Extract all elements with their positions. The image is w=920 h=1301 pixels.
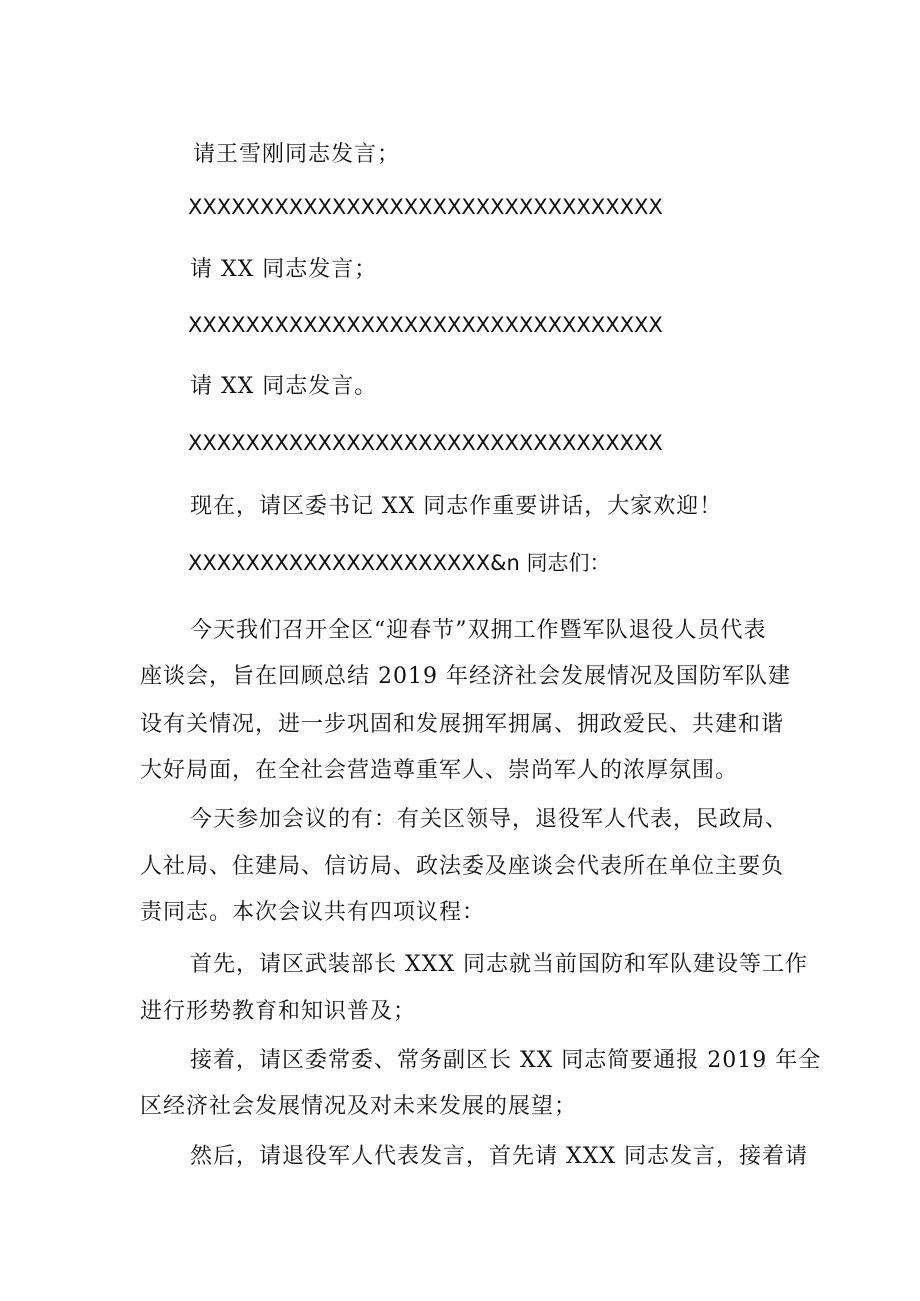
paragraph-line: 今天参加会议的有：有关区领导，退役军人代表，民政局、 [190, 807, 789, 832]
paragraph-line: 然后，请退役军人代表发言，首先请 XXX 同志发言，接着请 [190, 1144, 808, 1169]
text-line: 现在，请区委书记 XX 同志作重要讲话，大家欢迎！ [190, 494, 723, 519]
paragraph-line: 大好局面，在全社会营造尊重军人、崇尚军人的浓厚氛围。 [140, 758, 739, 783]
text-line: 请王雪刚同志发言； [193, 142, 401, 167]
text-line: XXXXXXXXXXXXXXXXXXXXX&n 同志们： [188, 551, 611, 575]
paragraph-line: 座谈会，旨在回顾总结 2019 年经济社会发展情况及国防军队建 [140, 664, 791, 689]
paragraph-line: 进行形势教育和知识普及； [140, 999, 417, 1024]
paragraph-line: 责同志。本次会议共有四项议程： [140, 900, 486, 925]
paragraph-line: 今天我们召开全区“迎春节”双拥工作暨军队退役人员代表 [190, 618, 767, 643]
text-line: XXXXXXXXXXXXXXXXXXXXXXXXXXXXXXXXX [188, 195, 663, 219]
text-line: 请 XX 同志发言； [190, 257, 378, 282]
paragraph-line: 人社局、住建局、信访局、政法委及座谈会代表所在单位主要负 [140, 854, 785, 879]
text-line: XXXXXXXXXXXXXXXXXXXXXXXXXXXXXXXXX [188, 431, 663, 455]
text-line: 请 XX 同志发言。 [190, 374, 378, 399]
paragraph-line: 首先，请区武装部长 XXX 同志就当前国防和军队建设等工作 [190, 952, 808, 977]
paragraph-line: 接着，请区委常委、常务副区长 XX 同志简要通报 2019 年全 [190, 1048, 822, 1073]
text-line: XXXXXXXXXXXXXXXXXXXXXXXXXXXXXXXXX [188, 313, 663, 337]
paragraph-line: 区经济社会发展情况及对未来发展的展望； [140, 1094, 578, 1119]
paragraph-line: 设有关情况，进一步巩固和发展拥军拥属、拥政爱民、共建和谐 [140, 712, 785, 737]
